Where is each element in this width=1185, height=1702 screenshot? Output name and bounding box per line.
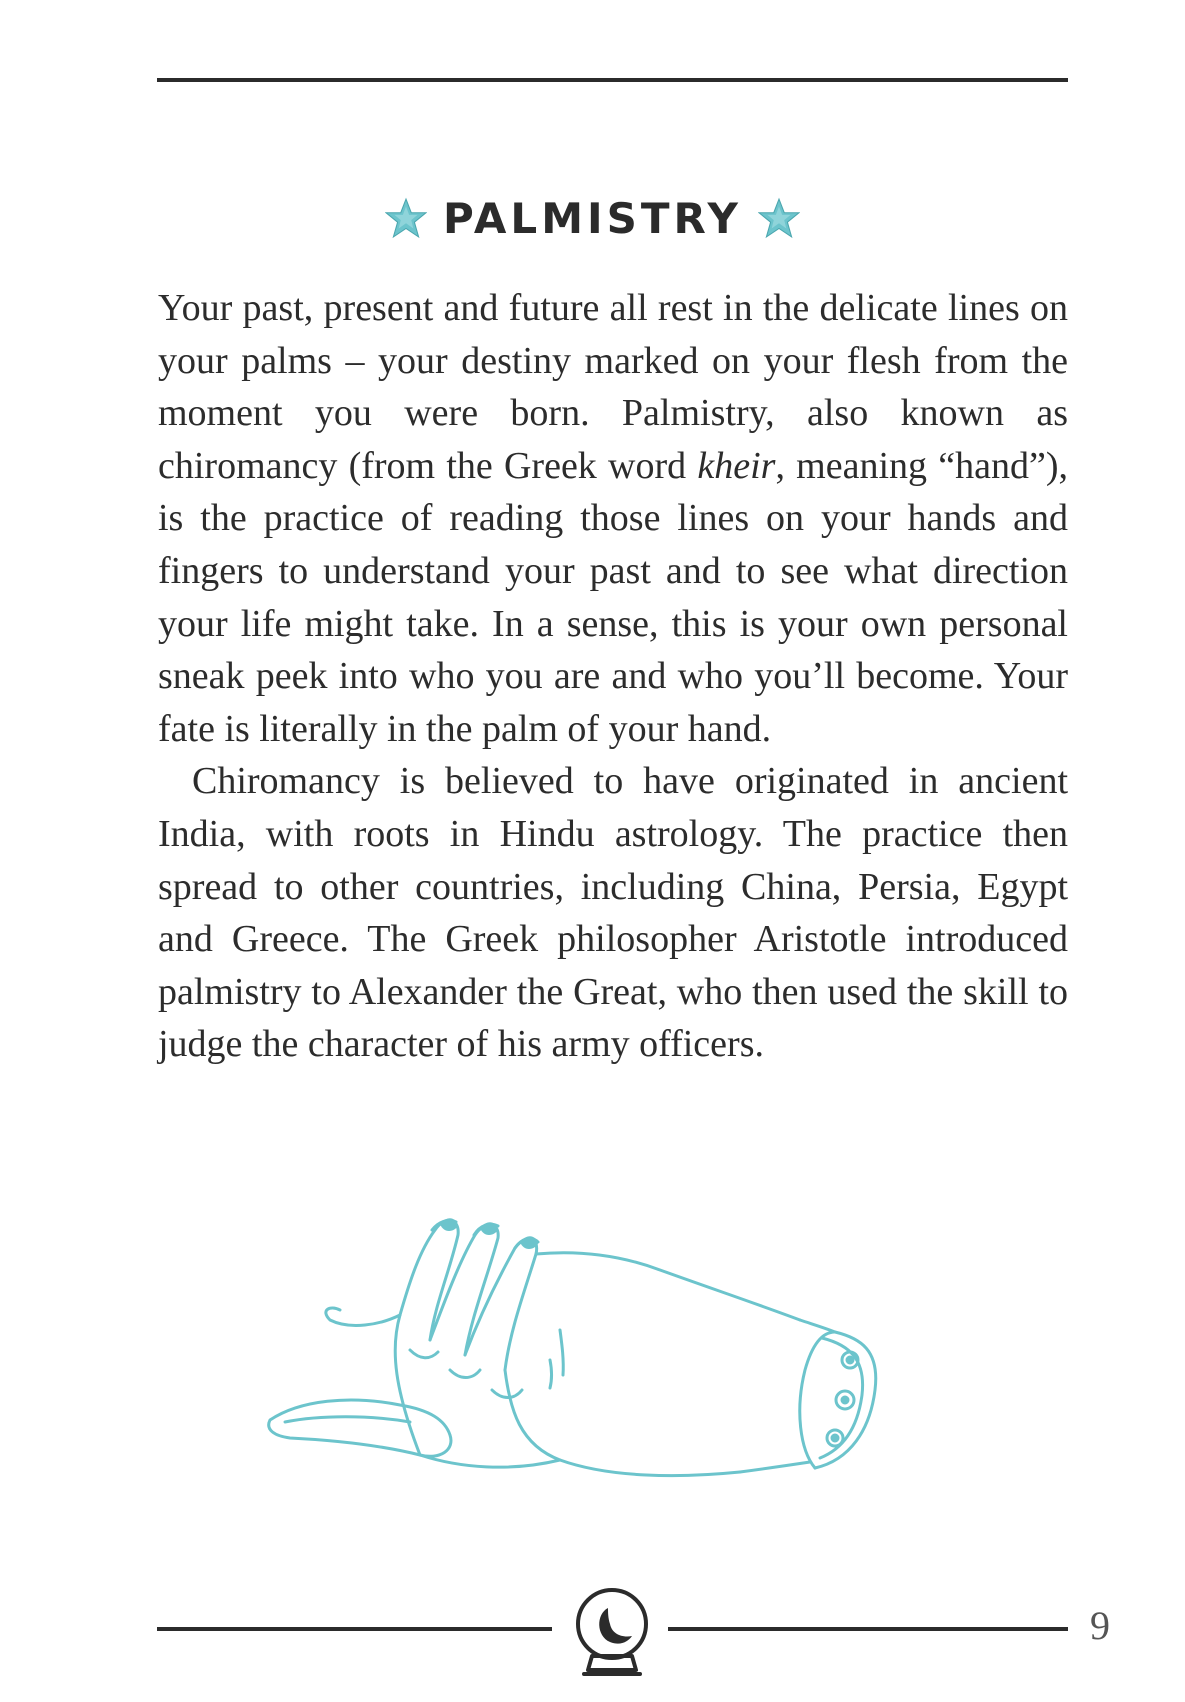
paragraph-1-part-a: Your past, present and future all rest in the delicate lines on your palms – your destiny marked on your flesh from the moment you were born. Palmistry, also known as chiromancy (from the Greek word	[158, 287, 1068, 487]
crystal-ball-moon-icon	[570, 1580, 654, 1680]
section-heading	[0, 188, 1185, 248]
star-icon	[385, 197, 427, 239]
paragraph-2: Chiromancy is believed to have originated in ancient India, with roots in Hindu astrology. The practice then spread to other countries, including China, Persia, Egypt and Greece. The Greek philosopher Aristotle introduced palmistry to Alexander the Great, who then used the skill to judge the character of his army officers.	[158, 760, 1068, 1066]
paragraph-1	[158, 282, 1068, 755]
bottom-rule-left	[157, 1627, 552, 1631]
bottom-rule-right	[668, 1627, 1068, 1631]
greek-word: kheir	[697, 444, 776, 487]
page-number: 9	[1090, 1603, 1110, 1648]
star-icon	[758, 197, 800, 239]
paragraph-1-part-b: , meaning “hand”), is the practice of reading those lines on your hands and fingers to understand your past and to see what direction your life might take. In a sense, this is your own personal sneak peek into who you are and who you’ll become. Your fate is literally in the palm of your hand.	[158, 444, 1068, 750]
hand-illustration	[260, 1210, 960, 1510]
page-title: PALMISTRY	[443, 193, 742, 243]
top-rule	[157, 78, 1068, 82]
body-text	[158, 282, 1068, 1071]
